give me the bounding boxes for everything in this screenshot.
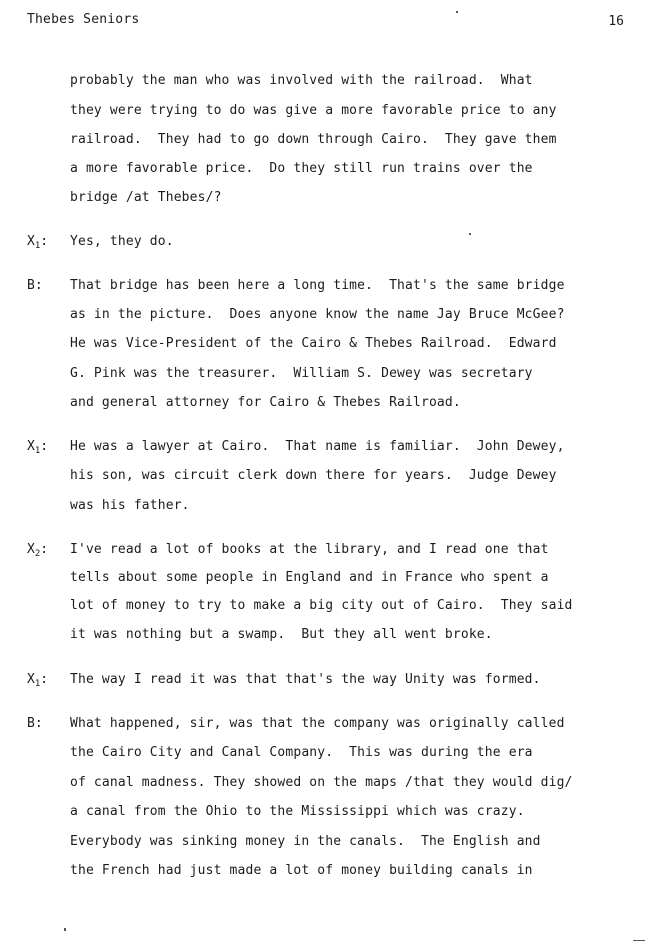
text-line: a more favorable price. Do they still run trains over the [70, 161, 533, 176]
text-line: Everybody was sinking money in the canals. The English and [70, 834, 541, 849]
text-line: of canal madness. They showed on the maps /that they would dig/ [70, 775, 573, 790]
text-line: He was Vice-President of the Cairo & Thebes Railroad. Edward [70, 336, 557, 351]
scan-speck [456, 11, 458, 13]
text-line: they were trying to do was give a more favorable price to any [70, 103, 557, 118]
speaker-label: $X_1$: [27, 234, 49, 251]
scan-speck [633, 940, 645, 941]
text-line: What happened, sir, was that the company was originally called [70, 716, 565, 731]
text-line: He was a lawyer at Cairo. That name is familiar. John Dewey, [70, 439, 565, 454]
text-line: Yes, they do. [70, 234, 174, 249]
text-line: The way I read it was that that's the way Unity was formed. [70, 672, 541, 687]
text-line: the French had just made a lot of money building canals in [70, 863, 533, 878]
text-line: as in the picture. Does anyone know the name Jay Bruce McGee? [70, 307, 565, 322]
text-line: tells about some people in England and in France who spent a [70, 570, 549, 585]
page-header-title: Thebes Seniors [27, 12, 140, 27]
text-line: the Cairo City and Canal Company. This was during the era [70, 745, 533, 760]
page-number: 16 [608, 14, 624, 29]
text-line: and general attorney for Cairo & Thebes Railroad. [70, 395, 461, 410]
text-line: That bridge has been here a long time. That's the same bridge [70, 278, 565, 293]
speaker-label: $X_1$: [27, 439, 49, 456]
text-line: railroad. They had to go down through Cairo. They gave them [70, 132, 557, 147]
text-line: G. Pink was the treasurer. William S. Dewey was secretary [70, 366, 533, 381]
text-line: lot of money to try to make a big city out of Cairo. They said [70, 598, 573, 613]
text-line: a canal from the Ohio to the Mississippi which was crazy. [70, 804, 525, 819]
scan-speck [64, 928, 66, 931]
scan-speck [469, 233, 471, 235]
text-line: I've read a lot of books at the library, and I read one that [70, 542, 549, 557]
text-line: it was nothing but a swamp. But they all went broke. [70, 627, 493, 642]
text-line: was his father. [70, 498, 190, 513]
speaker-label: B: [27, 716, 43, 731]
text-line: bridge /at Thebes/? [70, 190, 222, 205]
speaker-label: $X_2$: [27, 542, 49, 559]
speaker-label: B: [27, 278, 43, 293]
text-line: his son, was circuit clerk down there for years. Judge Dewey [70, 468, 557, 483]
speaker-label: $X_1$: [27, 672, 49, 689]
text-line: probably the man who was involved with the railroad. What [70, 73, 533, 88]
